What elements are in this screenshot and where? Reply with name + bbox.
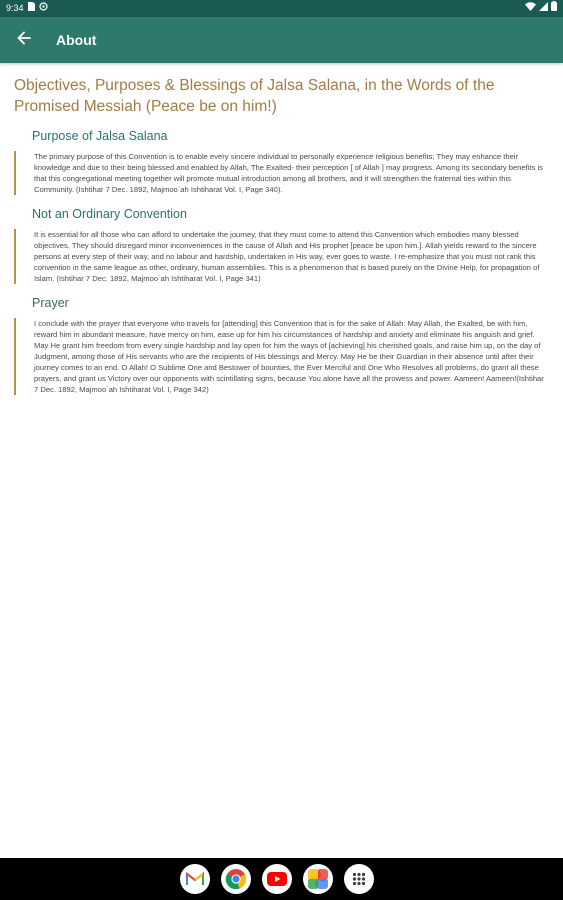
chrome-icon[interactable] <box>221 864 251 894</box>
wifi-icon <box>525 0 536 17</box>
sync-icon <box>39 0 48 17</box>
section-heading-prayer: Prayer <box>32 296 69 310</box>
status-time: 9:34 <box>6 3 24 13</box>
signal-icon <box>539 0 548 17</box>
app-drawer-icon[interactable] <box>344 864 374 894</box>
page-title: Objectives, Purposes & Blessings of Jalsa Salana, in the Words of the Promised Messiah (Peace be on him!) <box>14 77 495 115</box>
back-button[interactable] <box>12 28 36 52</box>
status-bar <box>0 0 563 17</box>
app-bar <box>0 17 563 63</box>
arrow-back-icon <box>17 31 31 50</box>
app-bar-title: About <box>56 32 97 48</box>
section-quote-not-ordinary <box>14 229 550 284</box>
youtube-icon[interactable] <box>262 864 292 894</box>
gmail-icon[interactable] <box>180 864 210 894</box>
section-quote-purpose <box>14 151 550 195</box>
section-text-not-ordinary: It is essential for all those who can afford to undertake the journey, that they must come to attend this Convention which embodies many blessed objectives. They should disregard minor inconveniences in the cause of Allah and His prophet [peace be upon him.]. Allah yields reward to the sincere persons at every step of their way, and no labour and hardship, undertaken in His way, ever goes to waste. I re-emphasize that you must not rank this convention in the same league as other, ordinary, human assemblies. This is a phenomenon that is based purely on the Divine Help, for propagation of Islam. (Ishtihar 7 Dec. 1892, Majmoo`ah Ishtiharat Vol. I, Page 341) <box>34 230 540 283</box>
section-text-prayer: I conclude with the prayer that everyone who travels for [attending] this Convention that is for the sake of Allah: May Allah, the Exalted, be with him, reward him in abundant measure, have mercy on him, ease up for him his circumstances of hardship and anxiety and eliminate his anguish and grief. May He grant him freedom from every single hardship and lay open for him the ways of [achieving] his cherished goals, and raise him up, on the day of Judgment, among those of His servants who are the recipients of His blessings and Mercy. May He be their Guardian in their absence until after their journey comes to an end. O Allah! O Sublime One and Bestower of bounties, the Ever Merciful and One Who Resolves all problems, do grant all these prayers, and grant us Victory over our opponents with scintillating signs, because You alone have all the prowess and power. Aameen! Aameen!(Ishtihar 7 Dec. 1892, Majmoo`ah Ishtiharat Vol. I, Page 342) <box>34 319 544 394</box>
photos-icon[interactable] <box>303 864 333 894</box>
section-text-purpose: The primary purpose of this Convention is to enable every sincere individual to personally experience religious benefits; They may enhance their knowledge and due to their being blessed and enabled by Allah, The Exalted- their perception [ of Allah ] may progress. Among its secondary benefits is that this congregational meeting together will promote mutual introduction among all brothers, and it will strengthen the fraternal ties within this Community. (Ishtihar 7 Dec. 1892, Majmoo`ah Ishtiharat Vol. I, Page 340). <box>34 152 543 194</box>
navigation-bar <box>0 858 563 900</box>
sim-card-icon <box>28 0 35 17</box>
battery-icon <box>551 0 557 17</box>
section-heading-purpose: Purpose of Jalsa Salana <box>32 129 168 143</box>
section-heading-not-ordinary: Not an Ordinary Convention <box>32 207 187 221</box>
about-content <box>14 75 550 405</box>
section-quote-prayer <box>14 318 550 395</box>
app-dock <box>180 863 374 895</box>
